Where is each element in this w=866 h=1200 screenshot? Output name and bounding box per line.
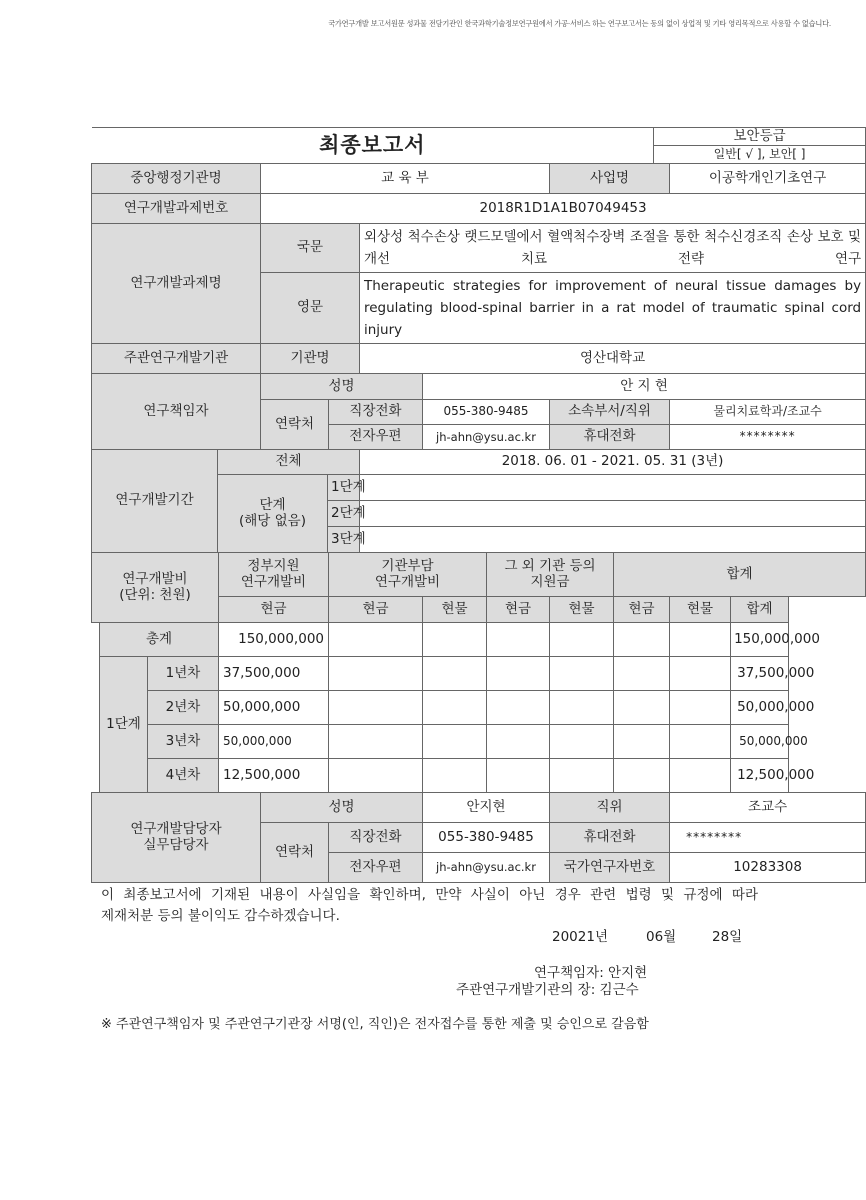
sum-total-header: 합계 [731, 596, 789, 622]
year-label: 3년차 [148, 724, 219, 758]
statement-line-1: 이 최종보고서에 기재된 내용이 사실임을 확인하며, 만약 사실이 아닌 경우 관련 법령 및 규정에 따라 [101, 887, 758, 903]
staff-phone-label: 직장전화 [329, 822, 423, 852]
staff-mobile-label: 휴대전화 [550, 822, 670, 852]
budget-year-row [92, 656, 866, 690]
agency-label: 중앙행정기관명 [92, 163, 261, 193]
staff-position: 조교수 [670, 792, 866, 822]
gov-header: 정부지원 연구개발비 [219, 552, 329, 596]
eng-title: Therapeutic strategies for improvement of neural tissue damages by regulating blood-spinal barrier in a rat model of traumatic spinal cord injury [360, 272, 866, 343]
budget-label: 연구개발비 (단위: 천원) [92, 552, 219, 622]
project-no-label: 연구개발과제번호 [92, 193, 261, 223]
project-no-value: 2018R1D1A1B07049453 [261, 193, 866, 223]
report-form [91, 127, 862, 883]
kor-label: 국문 [261, 223, 360, 272]
stage-3-label: 3단계 [328, 526, 360, 552]
date-day: 28일 [712, 929, 743, 945]
year-sum: 50,000,000 [731, 690, 789, 724]
staff-mobile: ******** [670, 822, 866, 852]
program-value: 이공학개인기초연구 [670, 163, 866, 193]
report-title: 최종보고서 [92, 128, 654, 164]
budget-year-row [92, 690, 866, 724]
year-sum: 12,500,000 [731, 758, 789, 792]
other-header: 그 외 기관 등의 지원금 [487, 552, 614, 596]
security-value: 일반[ √ ], 보안[ ] [654, 145, 866, 163]
inst-inkind-header: 현물 [423, 596, 487, 622]
period-total: 2018. 06. 01 - 2021. 05. 31 (3년) [360, 449, 866, 474]
pi-signature: 연구책임자: 안지현 [534, 965, 648, 981]
year-label: 4년차 [148, 758, 219, 792]
sum-cash-header: 현금 [614, 596, 670, 622]
institution-name: 영산대학교 [360, 343, 866, 373]
project-title-label: 연구개발과제명 [92, 223, 261, 343]
stage-1-label: 1단계 [328, 474, 360, 500]
stage-2-value [360, 500, 866, 526]
budget-year-row [92, 758, 866, 792]
pi-name: 안 지 현 [423, 373, 866, 399]
pi-dept-label: 소속부서/직위 [550, 399, 670, 424]
budget-total-label: 총계 [100, 622, 219, 656]
year-sum: 50,000,000 [731, 724, 789, 758]
budget-stage-label: 1단계 [100, 656, 148, 792]
staff-position-label: 직위 [550, 792, 670, 822]
kor-title: 외상성 척수손상 랫드모델에서 혈액척수장벽 조절을 통한 척수신경조직 손상 보호 및 개선 치료 전략 연구 [360, 223, 866, 272]
footnote: ※ 주관연구책임자 및 주관연구기관장 서명(인, 직인)은 전자접수를 통한 제출 및 승인으로 갈음함 [101, 1017, 649, 1032]
other-cash-header: 현금 [487, 596, 550, 622]
period-total-label: 전체 [218, 449, 360, 474]
sum-header: 합계 [614, 552, 866, 596]
pi-dept: 물리치료학과/조교수 [670, 399, 866, 424]
pi-email: jh-ahn@ysu.ac.kr [423, 424, 550, 449]
pi-phone: 055-380-9485 [423, 399, 550, 424]
year-label: 2년차 [148, 690, 219, 724]
stage-3-value [360, 526, 866, 552]
budget-year-row [92, 724, 866, 758]
program-label: 사업명 [550, 163, 670, 193]
staff-researcher-no-label: 국가연구자번호 [550, 852, 670, 882]
pi-email-label: 전자우편 [329, 424, 423, 449]
year-label: 1년차 [148, 656, 219, 690]
eng-label: 영문 [261, 272, 360, 343]
pi-mobile-label: 휴대전화 [550, 424, 670, 449]
stage-2-label: 2단계 [328, 500, 360, 526]
period-label: 연구개발기간 [92, 449, 218, 552]
staff-email-label: 전자우편 [329, 852, 423, 882]
inst-header: 기관부담 연구개발비 [329, 552, 487, 596]
inst-cash-header: 현금 [329, 596, 423, 622]
year-gov: 12,500,000 [219, 758, 329, 792]
top-notice: 국가연구개발 보고서원문 성과물 전담기관인 한국과학기술정보연구원에서 가공·서비스 하는 연구보고서는 동의 없이 상업적 및 기타 영리목적으로 사용할 수 없습니다. [328, 19, 831, 28]
stage-label: 단계 (해당 없음) [218, 474, 328, 552]
staff-email: jh-ahn@ysu.ac.kr [423, 852, 550, 882]
staff-name-label: 성명 [261, 792, 423, 822]
report-table [91, 127, 866, 883]
head-signature: 주관연구개발기관의 장: 김근수 [456, 982, 639, 998]
institution-name-label: 기관명 [261, 343, 360, 373]
year-gov: 37,500,000 [219, 656, 329, 690]
sum-inkind-header: 현물 [670, 596, 731, 622]
year-gov: 50,000,000 [219, 724, 329, 758]
other-inkind-header: 현물 [550, 596, 614, 622]
gov-cash-header: 현금 [219, 596, 329, 622]
institution-label: 주관연구개발기관 [92, 343, 261, 373]
pi-mobile: ******** [670, 424, 866, 449]
date-month: 06월 [646, 929, 677, 945]
pi-label: 연구책임자 [92, 373, 261, 449]
pi-contact-label: 연락처 [261, 399, 329, 449]
staff-researcher-no: 10283308 [670, 852, 866, 882]
security-label: 보안등급 [654, 128, 866, 146]
staff-label: 연구개발담당자 실무담당자 [92, 792, 261, 882]
agency-value: 교 육 부 [261, 163, 550, 193]
pi-phone-label: 직장전화 [329, 399, 423, 424]
staff-phone: 055-380-9485 [423, 822, 550, 852]
year-gov: 50,000,000 [219, 690, 329, 724]
staff-name: 안지현 [423, 792, 550, 822]
statement-line-2: 제재처분 등의 불이익도 감수하겠습니다. [101, 908, 340, 924]
year-sum: 37,500,000 [731, 656, 789, 690]
date-year: 20021년 [552, 929, 608, 945]
budget-total-sum: 150,000,000 [731, 622, 789, 656]
stage-1-value [360, 474, 866, 500]
staff-contact-label: 연락처 [261, 822, 329, 882]
budget-total-gov: 150,000,000 [219, 622, 329, 656]
pi-name-label: 성명 [261, 373, 423, 399]
